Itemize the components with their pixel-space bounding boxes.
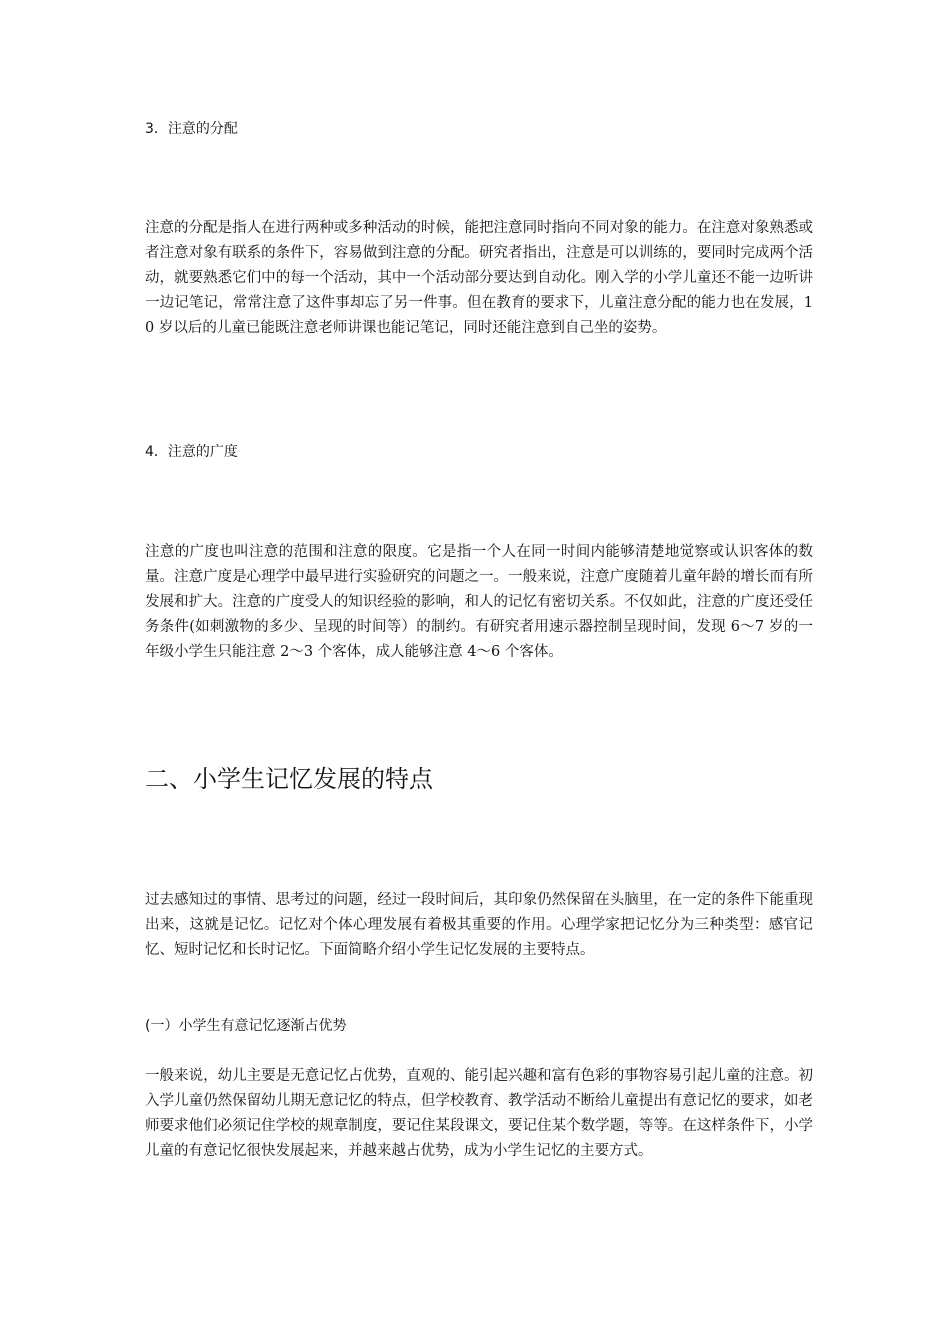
paragraph-attention-span: 注意的广度也叫注意的范围和注意的限度。它是指一个人在同一时间内能够清楚地觉察或认识客体的数量。注意广度是心理学中最早进行实验研究的问题之一。一般来说，注意广度随着儿童年龄的增长而有所发展和扩大。注意的广度受人的知识经验的影响，和人的记忆有密切关系。不仅如此，注意的广度还受任务条件(如刺激物的多少、呈现的时间等）的制约。有研究者用速示器控制呈现时间，发现 6～7 岁的一年级小学生只能注意 2～3 个客体，成人能够注意 4～6 个客体。 <box>145 544 813 660</box>
chapter-heading-memory-development: 二、小学生记忆发展的特点 <box>145 765 433 793</box>
paragraph-memory-intro: 过去感知过的事情、思考过的问题，经过一段时间后，其印象仍然保留在头脑里，在一定的条件下能重现出来，这就是记忆。记忆对个体心理发展有着极其重要的作用。心理学家把记忆分为三种类型：感官记忆、短时记忆和长时记忆。下面简略介绍小学生记忆发展的主要特点。 <box>145 892 813 958</box>
paragraph-attention-distribution: 注意的分配是指人在进行两种或多种活动的时候，能把注意同时指向不同对象的能力。在注意对象熟悉或者注意对象有联系的条件下，容易做到注意的分配。研究者指出，注意是可以训练的，要同时完成两个活动，就要熟悉它们中的每一个活动，其中一个活动部分要达到自动化。刚入学的小学儿童还不能一边听讲一边记笔记，常常注意了这件事却忘了另一件事。但在教育的要求下，儿童注意分配的能力也在发展，10 岁以后的儿童已能既注意老师讲课也能记笔记，同时还能注意到自己坐的姿势。 <box>145 220 813 336</box>
section-heading-attention-distribution: 3．注意的分配 <box>145 121 238 137</box>
section-heading-attention-span: 4．注意的广度 <box>145 444 238 460</box>
subsection-heading-intentional-memory: (一）小学生有意记忆逐渐占优势 <box>145 1018 347 1034</box>
paragraph-intentional-memory: 一般来说，幼儿主要是无意记忆占优势，直观的、能引起兴趣和富有色彩的事物容易引起儿童的注意。初入学儿童仍然保留幼儿期无意记忆的特点，但学校教育、教学活动不断给儿童提出有意记忆的要求，如老师要求他们必须记住学校的规章制度，要记住某段课文，要记住某个数学题，等等。在这样条件下，小学儿童的有意记忆很快发展起来，并越来越占优势，成为小学生记忆的主要方式。 <box>145 1068 813 1159</box>
